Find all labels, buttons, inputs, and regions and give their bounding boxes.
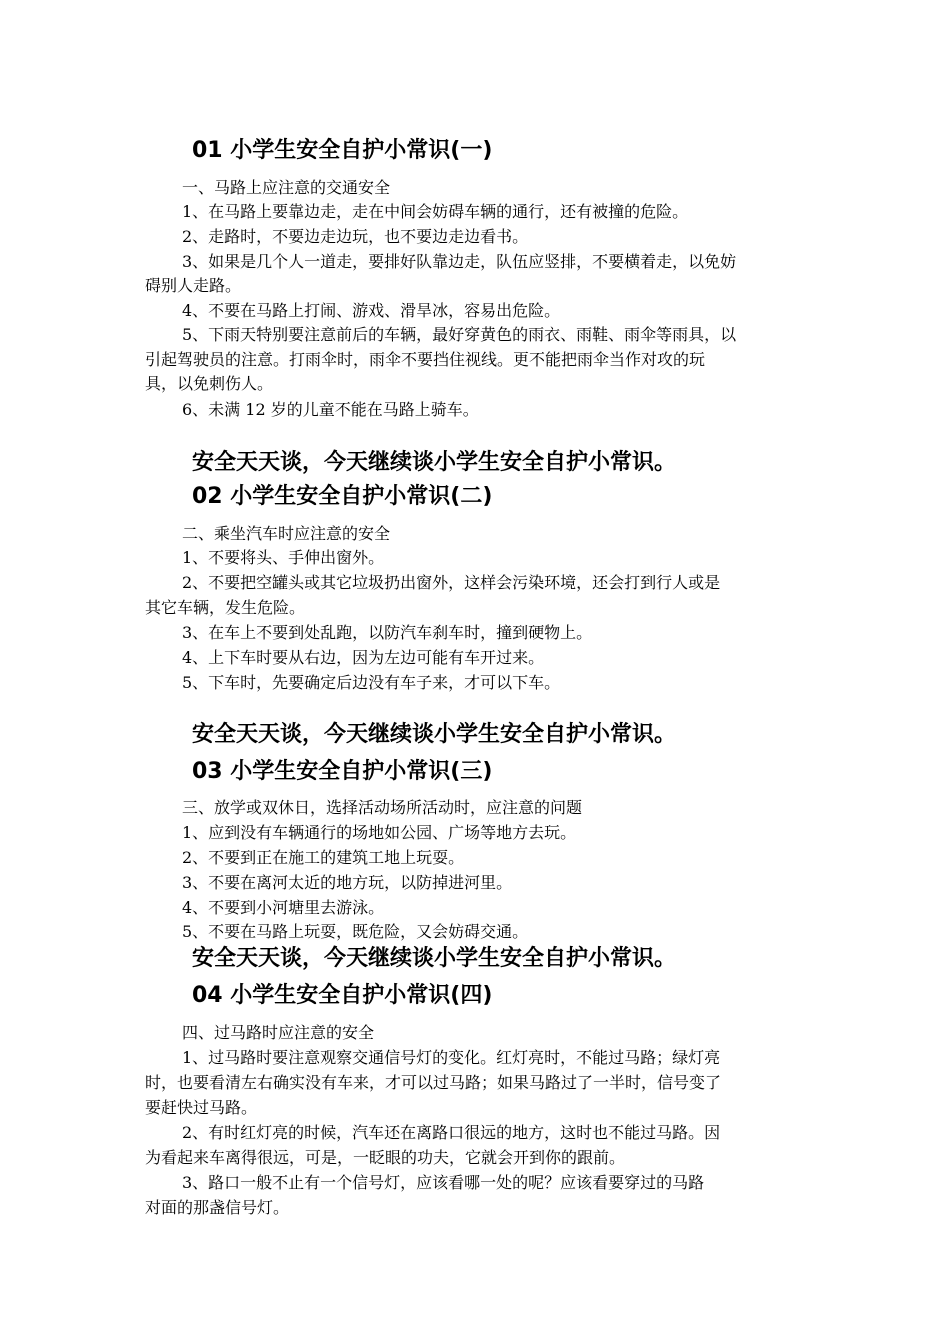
section-2-item-1: 1、不要将头、手伸出窗外。 <box>182 548 385 567</box>
section-2-item-2: 2、不要把空罐头或其它垃圾扔出窗外，这样会污染环境，还会打到行人或是 <box>182 573 721 592</box>
section-1-item-2: 2、走路时，不要边走边玩，也不要边走边看书。 <box>182 227 529 246</box>
section-1-item-1: 1、在马路上要靠边走，走在中间会妨碍车辆的通行，还有被撞的危险。 <box>182 202 689 221</box>
section-3-title: 03 小学生安全自护小常识(三) <box>192 759 493 784</box>
section-1-item-4: 4、不要在马路上打闹、游戏、滑旱冰，容易出危险。 <box>182 301 561 320</box>
section-1-item-6: 6、未满 12 岁的儿童不能在马路上骑车。 <box>182 400 479 419</box>
section-3-item-3: 3、不要在离河太近的地方玩，以防掉进河里。 <box>182 873 513 892</box>
section-3-intro: 安全天天谈，今天继续谈小学生安全自护小常识。 <box>192 722 677 747</box>
section-4-item-2: 2、有时红灯亮的时候，汽车还在离路口很远的地方，这时也不能过马路。因 <box>182 1123 721 1142</box>
section-1-item-5-cont-2: 具，以免刺伤人。 <box>145 374 274 393</box>
section-2-intro: 安全天天谈，今天继续谈小学生安全自护小常识。 <box>192 450 677 475</box>
section-3-item-1: 1、应到没有车辆通行的场地如公园、广场等地方去玩。 <box>182 823 577 842</box>
section-3-item-2: 2、不要到正在施工的建筑工地上玩耍。 <box>182 848 465 867</box>
section-1-title: 01 小学生安全自护小常识(一) <box>192 138 493 163</box>
section-4-item-1: 1、过马路时要注意观察交通信号灯的变化。红灯亮时，不能过马路；绿灯亮 <box>182 1048 721 1067</box>
section-1-item-3-cont: 碍别人走路。 <box>145 276 242 295</box>
section-2-heading: 二、乘坐汽车时应注意的安全 <box>182 524 391 543</box>
section-4-title: 04 小学生安全自护小常识(四) <box>192 983 493 1008</box>
section-4-heading: 四、过马路时应注意的安全 <box>182 1023 375 1042</box>
section-3-item-4: 4、不要到小河塘里去游泳。 <box>182 898 385 917</box>
section-4-item-3: 3、路口一般不止有一个信号灯，应该看哪一处的呢？应该看要穿过的马路 <box>182 1173 705 1192</box>
section-2-item-4: 4、上下车时要从右边，因为左边可能有车开过来。 <box>182 648 545 667</box>
section-1-heading: 一、马路上应注意的交通安全 <box>182 178 391 197</box>
section-4-item-1-cont-1: 时，也要看清左右确实没有车来，才可以过马路；如果马路过了一半时，信号变了 <box>145 1073 722 1092</box>
section-3-item-5: 5、不要在马路上玩耍，既危险，又会妨碍交通。 <box>182 922 529 941</box>
section-2-item-5: 5、下车时，先要确定后边没有车子来，才可以下车。 <box>182 673 561 692</box>
section-4-intro: 安全天天谈，今天继续谈小学生安全自护小常识。 <box>192 946 677 971</box>
section-3-heading: 三、放学或双休日，选择活动场所活动时，应注意的问题 <box>182 798 583 817</box>
section-4-item-2-cont: 为看起来车离得很远，可是，一眨眼的功夫，它就会开到你的跟前。 <box>145 1148 626 1167</box>
section-2-item-2-cont: 其它车辆，发生危险。 <box>145 598 306 617</box>
section-1-item-5-cont-1: 引起驾驶员的注意。打雨伞时，雨伞不要挡住视线。更不能把雨伞当作对攻的玩 <box>145 350 706 369</box>
section-2-title: 02 小学生安全自护小常识(二) <box>192 484 493 509</box>
section-4-item-1-cont-2: 要赶快过马路。 <box>145 1098 258 1117</box>
section-1-item-5: 5、下雨天特别要注意前后的车辆，最好穿黄色的雨衣、雨鞋、雨伞等雨具，以 <box>182 325 737 344</box>
section-1-item-3: 3、如果是几个人一道走，要排好队靠边走，队伍应竖排，不要横着走，以免妨 <box>182 252 737 271</box>
section-2-item-3: 3、在车上不要到处乱跑，以防汽车刹车时，撞到硬物上。 <box>182 623 593 642</box>
section-4-item-3-cont: 对面的那盏信号灯。 <box>145 1198 290 1217</box>
